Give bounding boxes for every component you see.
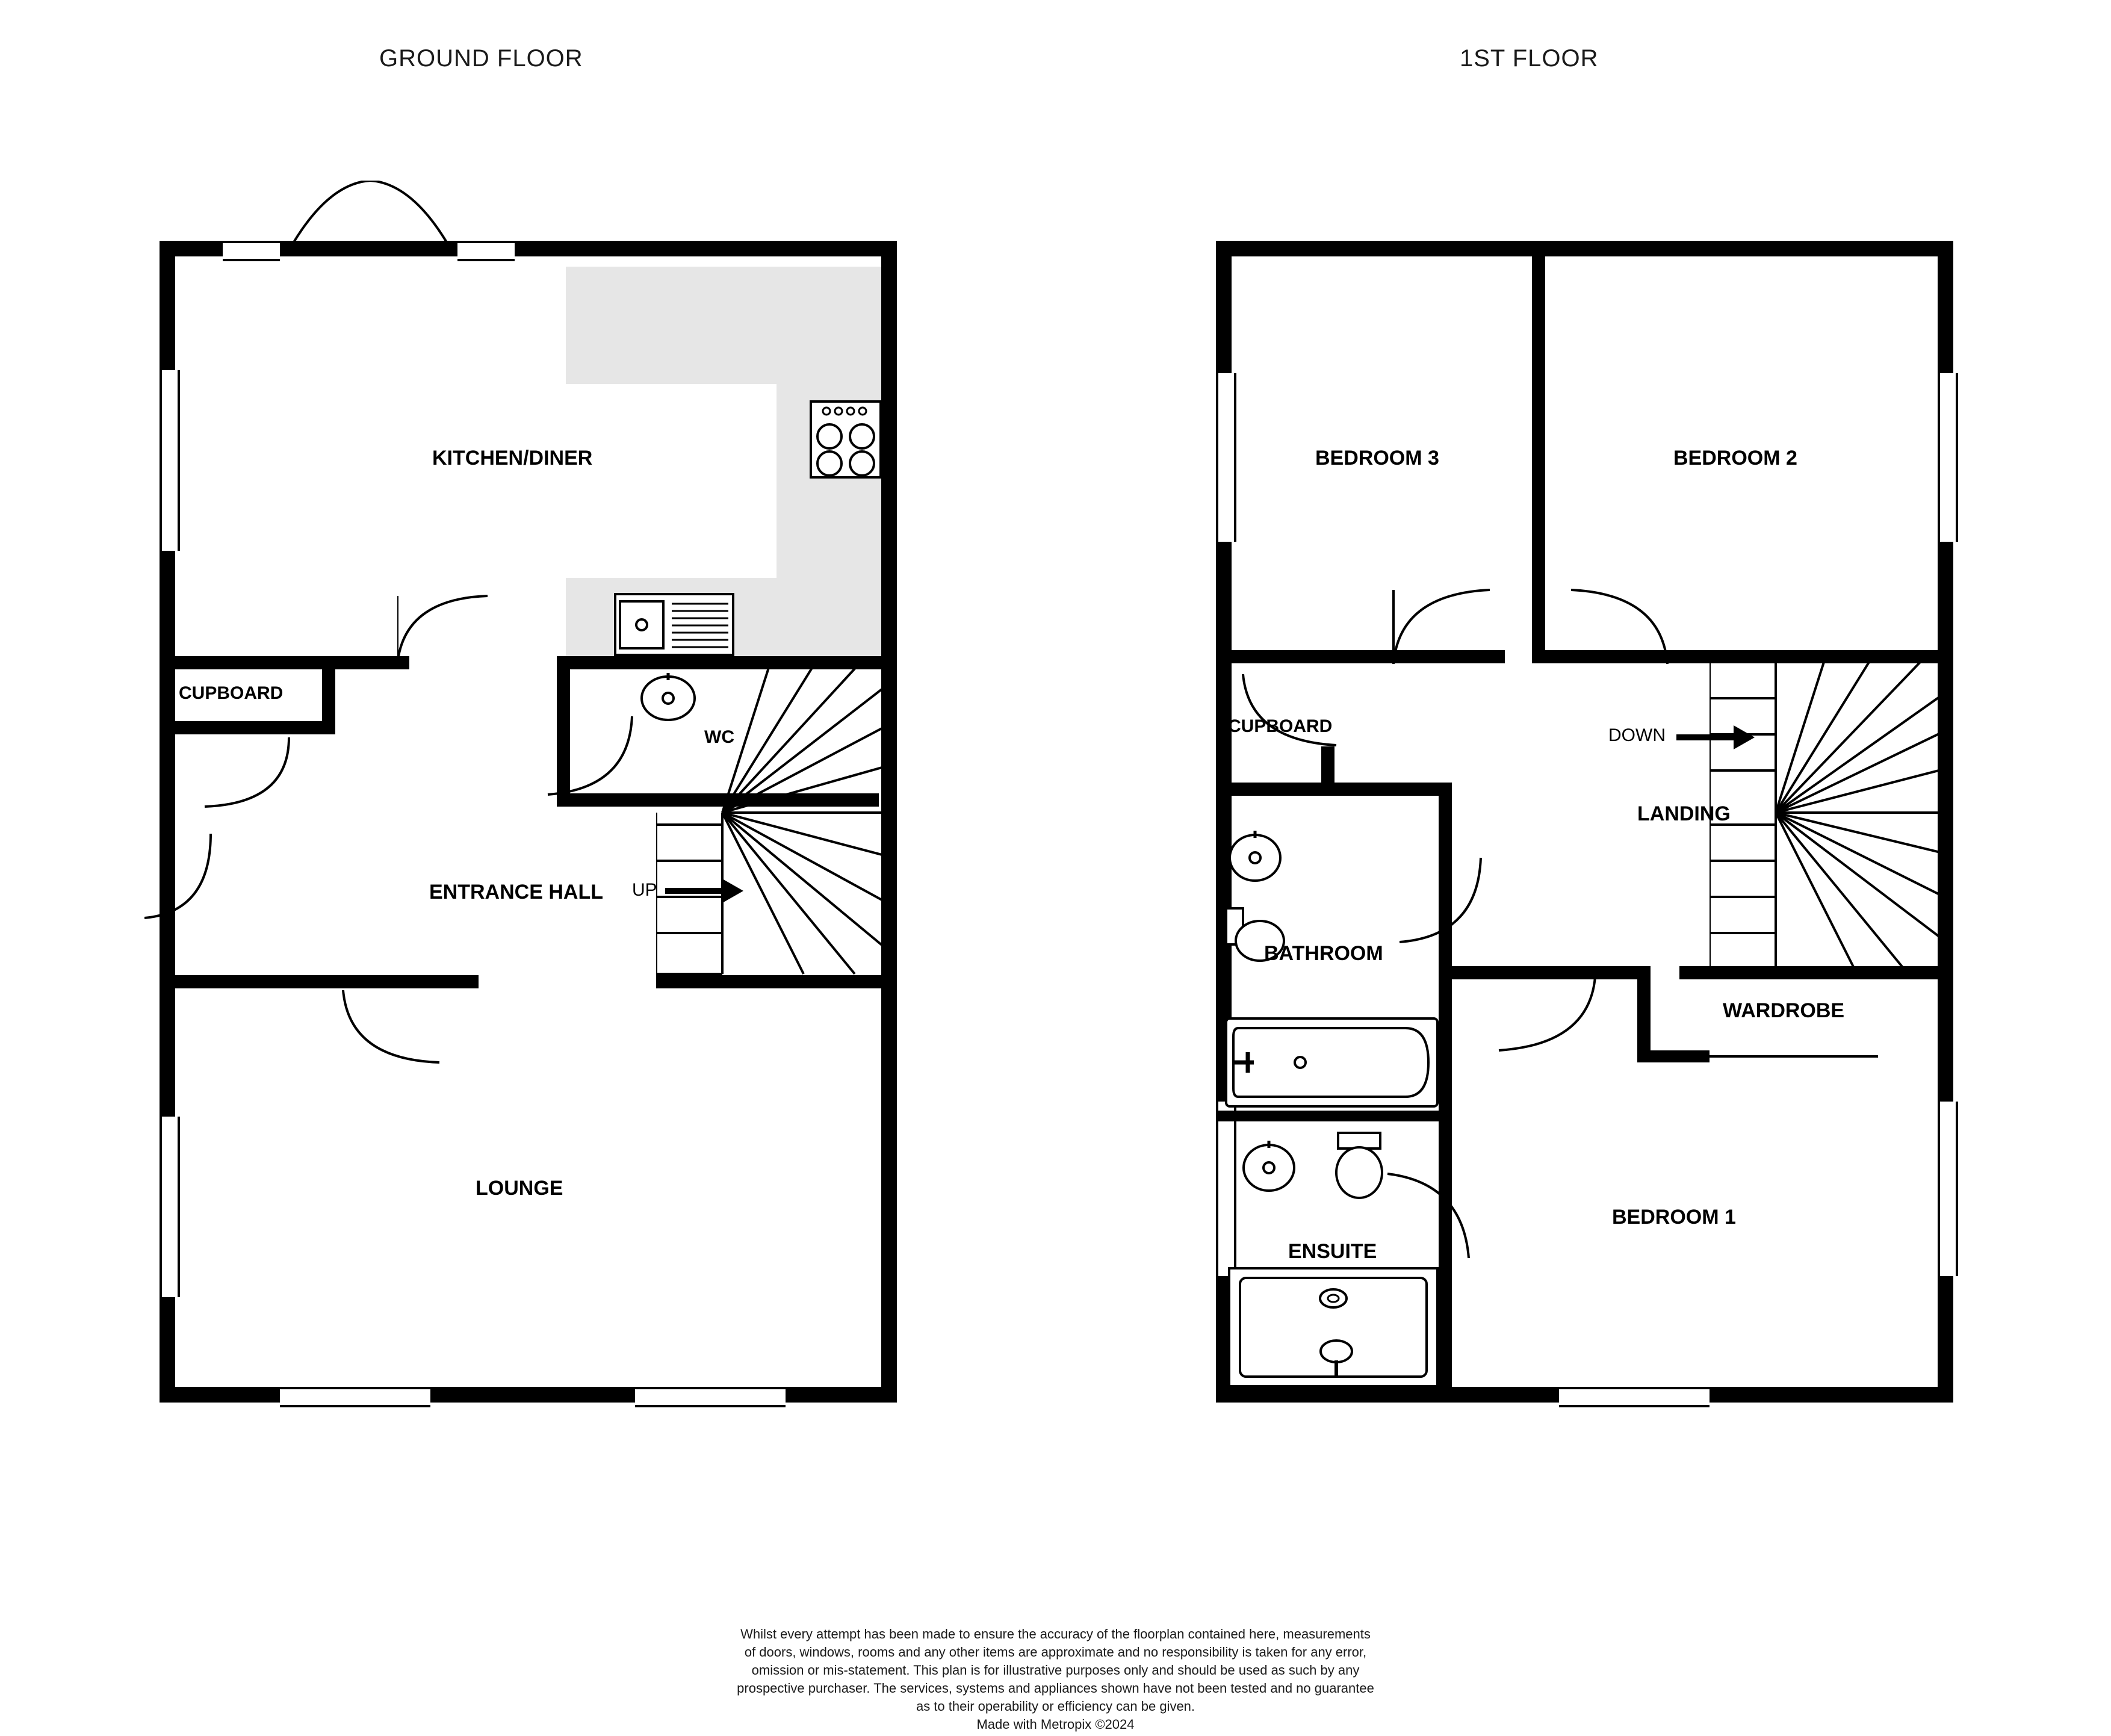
hob-icon <box>810 400 882 479</box>
label-wardrobe: WARDROBE <box>1723 999 1845 1022</box>
label-bedroom-2: BEDROOM 2 <box>1673 447 1797 470</box>
label-kitchen-diner: KITCHEN/DINER <box>432 447 593 470</box>
ff-wall-top <box>1216 241 1953 256</box>
gf-door-kitchen-hall <box>397 593 494 671</box>
gf-wall-kitchen-hall <box>160 656 409 669</box>
gf-window-top-left <box>223 241 280 261</box>
wardrobe-door-line <box>1703 1050 1878 1062</box>
ff-window-left-bed3 <box>1216 373 1236 542</box>
label-ensuite: ENSUITE <box>1288 1240 1377 1263</box>
label-wc: WC <box>704 727 734 747</box>
label-bathroom: BATHROOM <box>1264 942 1383 965</box>
bathroom-basin-icon <box>1225 825 1285 885</box>
ff-down-arrow <box>1676 722 1755 752</box>
gf-wall-bottom <box>160 1387 897 1403</box>
ff-wall-wardrobe-bottom <box>1637 1050 1710 1062</box>
ff-door-bedroom1 <box>1493 972 1601 1056</box>
ff-wall-wardrobe-left <box>1637 966 1651 1062</box>
label-bedroom-1: BEDROOM 1 <box>1612 1206 1736 1229</box>
label-lounge: LOUNGE <box>476 1177 563 1200</box>
gf-window-bottom-left <box>280 1387 430 1407</box>
gf-window-left-kitchen <box>160 370 180 551</box>
shower-tray-icon <box>1228 1267 1439 1387</box>
disclaimer <box>0 1625 2111 1734</box>
disclaimer-line-3: omission or mis-statement. This plan is for illustrative purposes only and should be used as such by any <box>751 1663 1360 1678</box>
ff-wall-bathroom-ensuite <box>1216 1111 1451 1121</box>
disclaimer-line-4: prospective purchaser. The services, systems and appliances shown have not been tested and no guarantee <box>737 1681 1374 1696</box>
ff-door-ensuite <box>1384 1168 1475 1264</box>
ff-door-bathroom <box>1396 852 1487 948</box>
gf-door-external-side <box>138 828 217 924</box>
gf-door-wc <box>542 710 638 801</box>
disclaimer-line-1: Whilst every attempt has been made to ensure the accuracy of the floorplan contained here, measurements <box>740 1626 1371 1641</box>
gf-window-left-lounge <box>160 1117 180 1297</box>
ff-door-bedroom3 <box>1390 587 1496 668</box>
ensuite-basin-icon <box>1239 1135 1299 1195</box>
first-floor-title: 1ST FLOOR <box>1460 45 1599 72</box>
ff-window-right-bed1 <box>1938 1102 1958 1276</box>
label-landing: LANDING <box>1637 802 1731 825</box>
label-bedroom-3: BEDROOM 3 <box>1315 447 1439 470</box>
gf-window-bottom-right <box>635 1387 786 1407</box>
disclaimer-line-2: of doors, windows, rooms and any other items are approximate and no responsibility is taken for any error, <box>744 1645 1367 1660</box>
ff-wall-bathroom-top <box>1216 783 1451 796</box>
ff-wall-bed3-bed2 <box>1532 241 1545 662</box>
wc-basin-icon <box>638 668 698 722</box>
kitchen-sink-icon <box>614 593 734 656</box>
gf-up-arrow <box>665 876 743 906</box>
gf-window-top-right <box>457 241 515 261</box>
label-entrance-hall: ENTRANCE HALL <box>429 881 603 904</box>
ff-door-cupboard-ff <box>1240 668 1339 749</box>
label-cupboard-gf: CUPBOARD <box>179 683 284 703</box>
ff-staircase <box>1710 662 1950 975</box>
ensuite-toilet-icon <box>1327 1132 1393 1201</box>
gf-front-door-swing <box>280 181 460 259</box>
gf-door-cupboard <box>199 731 295 810</box>
label-down: DOWN <box>1608 725 1666 745</box>
metropix-credit: Made with Metropix ©2024 <box>976 1717 1135 1732</box>
label-up: UP <box>632 880 657 900</box>
ff-door-bedroom2 <box>1565 587 1670 668</box>
bathtub-icon <box>1225 1017 1439 1108</box>
ground-floor-title: GROUND FLOOR <box>379 45 583 72</box>
gf-wall-right <box>881 241 897 1403</box>
disclaimer-line-5: as to their operability or efficiency can be given. <box>916 1699 1195 1714</box>
label-cupboard-ff: CUPBOARD <box>1228 716 1333 736</box>
gf-wall-hall-lounge-2 <box>656 975 897 988</box>
ff-window-right-bed2 <box>1938 373 1958 542</box>
gf-door-lounge <box>337 984 445 1068</box>
ff-window-bottom <box>1559 1387 1710 1407</box>
ff-window-left-bathroom <box>1216 1102 1236 1276</box>
